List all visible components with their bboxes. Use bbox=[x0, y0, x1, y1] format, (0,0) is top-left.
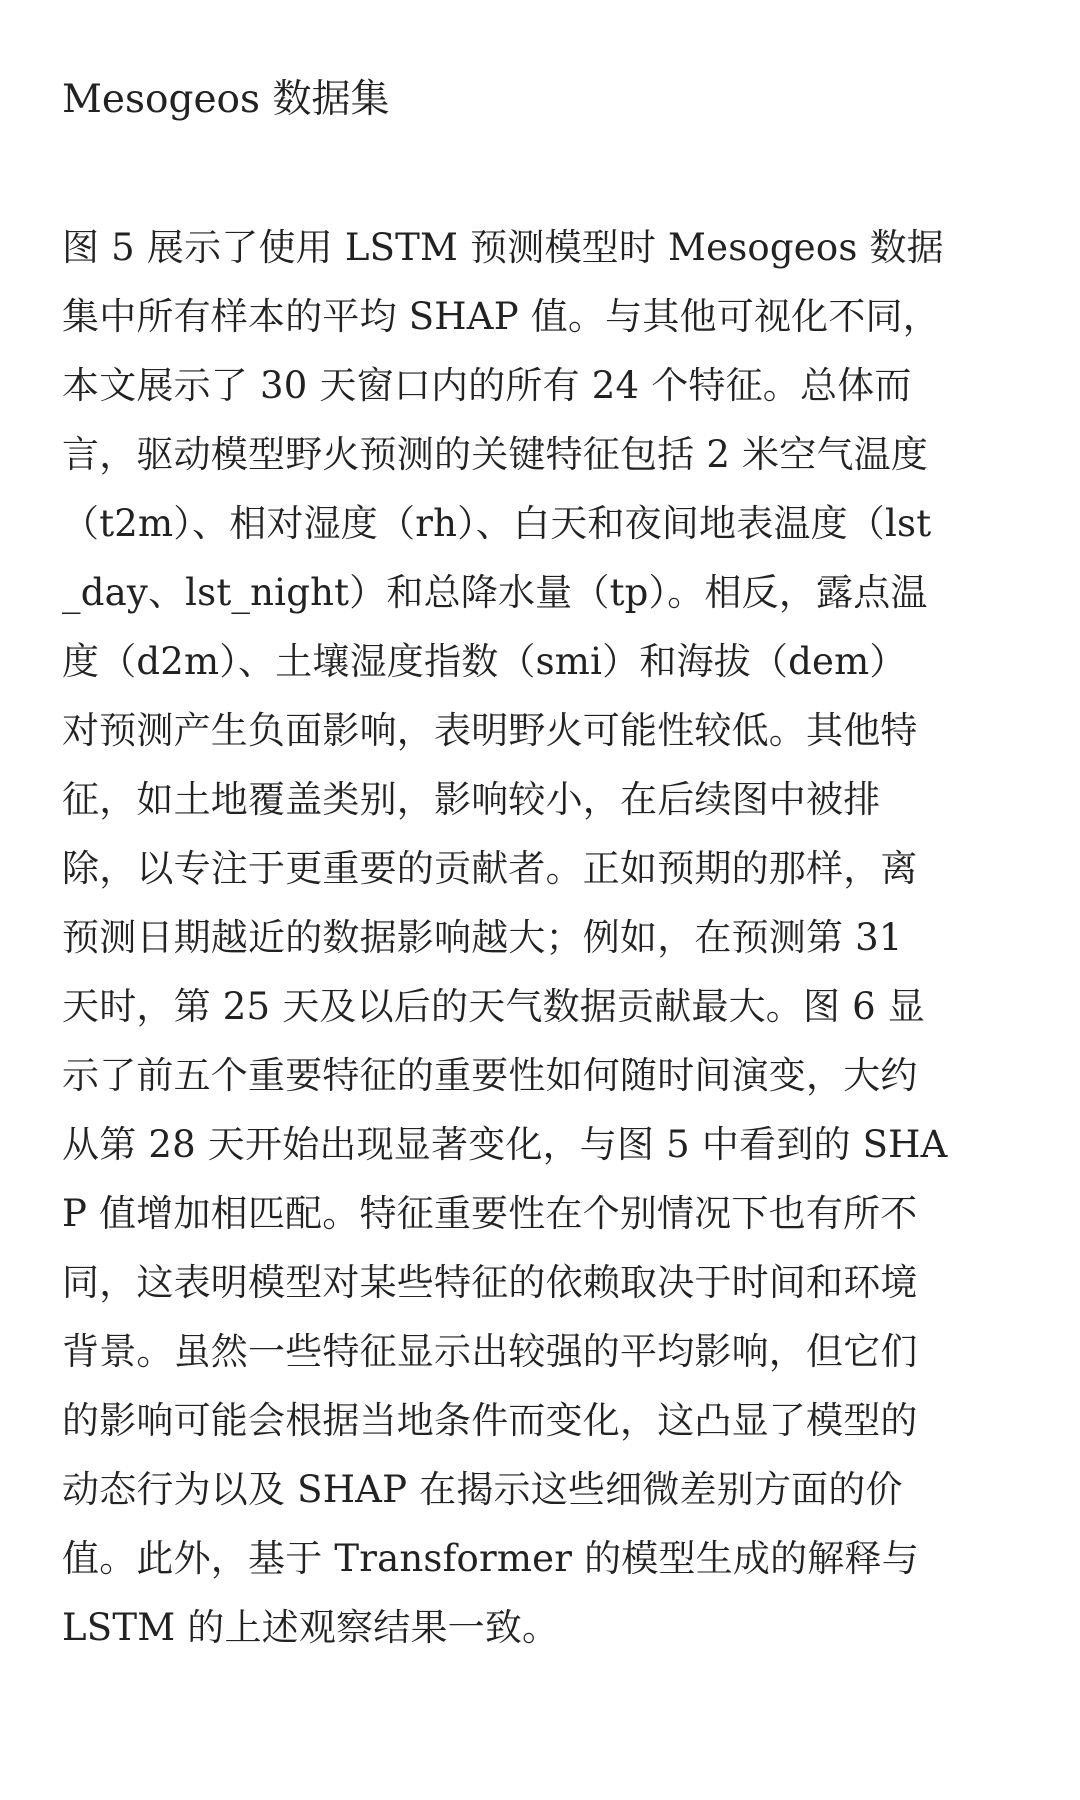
paragraph-line: 预测日期越近的数据影响越大；例如，在预测第 31 bbox=[62, 916, 903, 959]
paragraph-line: P 值增加相匹配。特征重要性在个别情况下也有所不 bbox=[62, 1192, 918, 1235]
body-paragraph bbox=[62, 213, 1018, 1662]
paragraph-line: 动态行为以及 SHAP 在揭示这些细微差别方面的价 bbox=[62, 1468, 903, 1511]
paragraph-line: 的影响可能会根据当地条件而变化，这凸显了模型的 bbox=[62, 1399, 918, 1442]
paragraph-line: （t2m）、相对湿度（rh）、白天和夜间地表温度（lst bbox=[62, 502, 932, 545]
paragraph-line: 对预测产生负面影响，表明野火可能性较低。其他特 bbox=[62, 709, 918, 752]
paragraph-line: 本文展示了 30 天窗口内的所有 24 个特征。总体而 bbox=[62, 364, 912, 407]
paragraph-line: 值。此外，基于 Transformer 的模型生成的解释与 bbox=[62, 1537, 919, 1580]
paragraph-line: 集中所有样本的平均 SHAP 值。与其他可视化不同， bbox=[62, 295, 940, 338]
paragraph-line: 天时，第 25 天及以后的天气数据贡献最大。图 6 显 bbox=[62, 985, 926, 1028]
paragraph-line: 度（d2m）、土壤湿度指数（smi）和海拔（dem） bbox=[62, 640, 907, 683]
paragraph-line: 征，如土地覆盖类别，影响较小，在后续图中被排 bbox=[62, 778, 881, 821]
paragraph-line: 除，以专注于更重要的贡献者。正如预期的那样，离 bbox=[62, 847, 918, 890]
paragraph-line: 图 5 展示了使用 LSTM 预测模型时 Mesogeos 数据 bbox=[62, 226, 944, 269]
paragraph-line: LSTM 的上述观察结果一致。 bbox=[62, 1606, 560, 1649]
paragraph-line: 同，这表明模型对某些特征的依赖取决于时间和环境 bbox=[62, 1261, 918, 1304]
paragraph-line: 从第 28 天开始出现显著变化，与图 5 中看到的 SHA bbox=[62, 1123, 948, 1166]
paragraph-line: _day、lst_night）和总降水量（tp）。相反，露点温 bbox=[62, 571, 928, 614]
paragraph-line: 示了前五个重要特征的重要性如何随时间演变，大约 bbox=[62, 1054, 918, 1097]
section-heading: Mesogeos 数据集 bbox=[62, 77, 390, 122]
paragraph-line: 言，驱动模型野火预测的关键特征包括 2 米空气温度 bbox=[62, 433, 929, 476]
paragraph-line: 背景。虽然一些特征显示出较强的平均影响，但它们 bbox=[62, 1330, 918, 1373]
